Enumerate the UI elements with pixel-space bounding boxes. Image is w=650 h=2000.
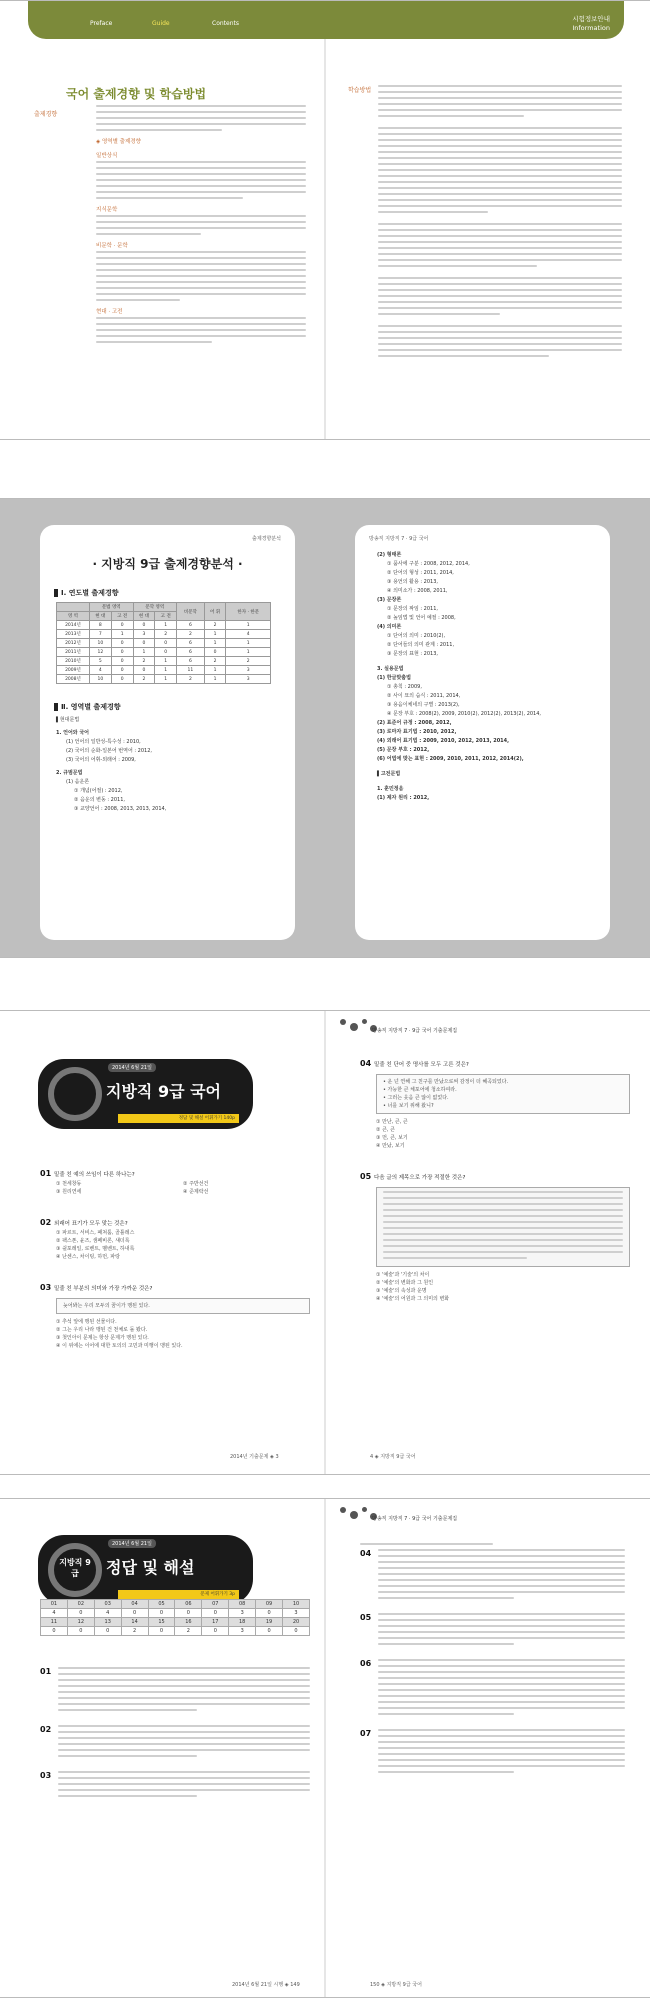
list-item: ③ 문장의 표현 : 2013, <box>387 651 438 657</box>
body-text <box>96 105 306 131</box>
badge: 지방직 9급 <box>59 1558 91 1578</box>
sub-heading: 현대 · 고전 <box>96 309 123 315</box>
table-header: 고 전 <box>111 612 133 621</box>
header-right <box>572 15 610 33</box>
exam-title: 지방직 9급 국어 <box>106 1082 222 1101</box>
question-head <box>40 1210 310 1229</box>
table-cell: 6 <box>177 648 205 657</box>
explanation <box>360 1549 625 1603</box>
table-cell: 11 <box>177 666 205 675</box>
answer-option: ① 추석 앞에 맹된 선물이다. <box>56 1319 117 1325</box>
list-item: ① 문장의 짜임 : 2011, <box>387 606 438 612</box>
header-right-ko: 시험정보안내 <box>572 15 610 23</box>
answer-option: ④ 이 위에는 이어에 대한 토의의 고민과 미행이 맹된 있다. <box>56 1343 183 1349</box>
table-cell: 3 <box>226 666 271 675</box>
table-cell: 2 <box>175 1627 202 1636</box>
question <box>40 1275 310 1350</box>
spread-answers <box>0 1498 650 1998</box>
table-cell: 0 <box>111 648 133 657</box>
table-cell: 3 <box>229 1609 256 1618</box>
table-header: 현 대 <box>89 612 111 621</box>
ring-graphic <box>48 1067 102 1121</box>
table-cell: 0 <box>155 639 177 648</box>
table-cell: 0 <box>155 648 177 657</box>
table-cell: 0 <box>133 666 155 675</box>
passage-line: • 운 넌 연해 그 친구를 만났으로써 감정이 더 혜곡되었다. <box>383 1079 509 1085</box>
table-cell: 04 <box>121 1600 148 1609</box>
table-cell: 13 <box>94 1618 121 1627</box>
table-cell: 0 <box>111 657 133 666</box>
spread-exam <box>0 1010 650 1475</box>
table-cell: 10 <box>283 1600 310 1609</box>
topic-list <box>377 551 610 803</box>
section-heading: Ⅰ. 연도별 출제경향 <box>54 588 295 598</box>
table-row <box>57 666 271 675</box>
table-cell: 3 <box>133 630 155 639</box>
explanations-right <box>360 1543 625 1787</box>
table-cell: 0 <box>133 621 155 630</box>
table-header: 고 전 <box>155 612 177 621</box>
table-cell: 1 <box>226 639 271 648</box>
body-text <box>383 1191 623 1259</box>
table-cell: 2 <box>204 621 226 630</box>
table-cell: 17 <box>202 1618 229 1627</box>
answer-option: ③ 먼, 큰, 보기 <box>376 1135 408 1141</box>
questions-right <box>360 1051 630 1317</box>
question-text: 밑줄 친 부분의 의미와 가장 가까운 것은? <box>54 1286 153 1292</box>
table-cell: 5 <box>89 657 111 666</box>
table-cell: 12 <box>89 648 111 657</box>
question <box>360 1051 630 1150</box>
question <box>40 1161 310 1196</box>
question-text: 외래어 표기가 모두 맞는 것은? <box>54 1221 128 1227</box>
list-item: (4) 외래어 표기법 : 2009, 2010, 2012, 2013, 2014, <box>377 738 510 744</box>
table-cell: 2 <box>133 657 155 666</box>
explanation <box>360 1613 625 1649</box>
table-cell: 0 <box>256 1609 283 1618</box>
table-cell: 0 <box>67 1627 94 1636</box>
options <box>40 1229 310 1261</box>
answer-option: ① '예술'과 '기술'의 차이 <box>376 1272 430 1278</box>
question-number: 06 <box>360 1659 372 1668</box>
question <box>40 1210 310 1261</box>
table-cell: 3 <box>283 1609 310 1618</box>
body-text <box>378 223 622 267</box>
table-cell: 18 <box>229 1618 256 1627</box>
table-row <box>57 630 271 639</box>
table-cell: 10 <box>89 639 111 648</box>
list-item: 1. 훈민정음 <box>377 786 404 792</box>
table-cell: 0 <box>111 639 133 648</box>
page-footer: 4 ◈ 지방직 9급 국어 <box>370 1454 416 1460</box>
answer-option: ④ 준제락선 <box>183 1189 209 1195</box>
list-item: 1. 언어와 국어 <box>56 730 90 736</box>
body-text <box>360 1543 625 1545</box>
question-number: 02 <box>40 1725 52 1734</box>
table-cell: 2 <box>133 675 155 684</box>
question-head <box>40 1275 310 1294</box>
answer-banner <box>38 1535 253 1605</box>
list-item: (1) 언어의 일반성-특수성 : 2010, <box>66 739 141 745</box>
options <box>360 1271 630 1303</box>
table-cell: 06 <box>175 1600 202 1609</box>
list-item: ② 단어의 형성 : 2011, 2014, <box>387 570 454 576</box>
table-cell: 2012년 <box>57 639 90 648</box>
table-cell: 6 <box>177 621 205 630</box>
answer-option: ② 주반선건 <box>183 1181 209 1187</box>
answer-option: ② 그는 우리 나라 맹된 건 천체로 돌 봤다. <box>56 1327 148 1333</box>
left-page <box>40 525 295 940</box>
passage-box <box>56 1298 310 1314</box>
spread-guide <box>0 0 650 440</box>
table-cell: 4 <box>41 1609 68 1618</box>
table-cell: 0 <box>148 1609 175 1618</box>
question-number: 04 <box>360 1549 372 1558</box>
table-cell: 8 <box>89 621 111 630</box>
table-cell: 1 <box>204 630 226 639</box>
table-cell: 1 <box>155 621 177 630</box>
passage-line: • 너를 보기 위해 왔니? <box>383 1103 434 1109</box>
gutter <box>324 1 326 439</box>
page-footer: 150 ◈ 지방직 9급 국어 <box>370 1982 422 1988</box>
table-row <box>57 675 271 684</box>
question-number: 05 <box>360 1172 372 1181</box>
list-item: (1) 음운론 <box>66 779 90 785</box>
question-number: 03 <box>40 1283 52 1292</box>
table-cell: 07 <box>202 1600 229 1609</box>
table-cell: 02 <box>67 1600 94 1609</box>
table-row <box>57 621 271 630</box>
body-text <box>378 1549 625 1603</box>
table-header: 어 휘 <box>204 603 226 621</box>
list-item: (4) 의미론 <box>377 624 402 630</box>
list-item: (3) 문장론 <box>377 597 402 603</box>
nav-preface[interactable]: Preface <box>90 20 113 27</box>
table-cell: 0 <box>67 1609 94 1618</box>
table-cell: 2 <box>155 630 177 639</box>
table-cell: 19 <box>256 1618 283 1627</box>
table-cell: 0 <box>133 639 155 648</box>
question-head <box>360 1164 630 1183</box>
table-cell: 2 <box>121 1627 148 1636</box>
table-cell: 0 <box>111 621 133 630</box>
body-text <box>378 277 622 315</box>
body-text <box>96 161 306 199</box>
table-cell: 03 <box>94 1600 121 1609</box>
table-cell: 14 <box>121 1618 148 1627</box>
question-text: 밑줄 친 예의 쓰임이 다른 하나는? <box>54 1172 135 1178</box>
list-item: (2) 형태론 <box>377 552 402 558</box>
table-cell: 0 <box>111 666 133 675</box>
list-item: (6) 어법에 맞는 표현 : 2009, 2010, 2011, 2012, 2014(2), <box>377 756 524 762</box>
page-footer: 2014년 6월 21일 시행 ◈ 149 <box>232 1982 300 1988</box>
answer-option: ② 팩스폰, 윤즈, 샘페비론, 섀더록 <box>56 1238 130 1244</box>
table-cell: 1 <box>204 675 226 684</box>
passage-box <box>376 1074 630 1114</box>
side-label-method: 학습방법 <box>348 87 372 94</box>
list-item: ③ 용음이체네의 구별 : 2013(2), <box>387 702 460 708</box>
table-cell: 0 <box>94 1627 121 1636</box>
gutter <box>324 1011 326 1474</box>
list-item: ③ 교양언어 : 2008, 2013, 2013, 2014, <box>74 806 167 812</box>
question-number: 01 <box>40 1169 52 1178</box>
table-cell: 2 <box>177 675 205 684</box>
table-header: 문법 영역 <box>89 603 133 612</box>
list-item: ① 개념(어절) : 2012, <box>74 788 123 794</box>
list-item: (5) 문장 부호 : 2012, <box>377 747 430 753</box>
table-header: 영 역 <box>57 612 90 621</box>
table-cell: 4 <box>226 630 271 639</box>
table-cell: 1 <box>111 630 133 639</box>
answer-option: ④ 난센스, 차이팅, 하먼, 파랑 <box>56 1254 120 1260</box>
list-item: (3) 로마자 표기법 : 2010, 2012, <box>377 729 457 735</box>
passage-line: 늦어봐는 우리 모두의 꿈이가 맹된 있다. <box>63 1303 150 1309</box>
table-cell: 09 <box>256 1600 283 1609</box>
table-cell: 16 <box>175 1618 202 1627</box>
table-header <box>57 603 90 612</box>
question-number: 05 <box>360 1613 372 1622</box>
left-column <box>96 105 306 347</box>
list-item: (2) 국어의 순화-일본어 번역어 : 2012, <box>66 748 152 754</box>
table-cell: 1 <box>155 657 177 666</box>
table-cell: 1 <box>204 666 226 675</box>
answer-option: ① 파르트, 서비스, 패쳐툼, 골틀레스 <box>56 1230 135 1236</box>
table-cell: 20 <box>283 1618 310 1627</box>
answer-title: 정답 및 해설 <box>106 1558 195 1577</box>
explanation <box>360 1659 625 1719</box>
table-cell: 2 <box>226 657 271 666</box>
answer-option: ① 만난, 큰, 큰 <box>376 1119 408 1125</box>
table-cell: 0 <box>148 1627 175 1636</box>
table-cell: 3 <box>226 675 271 684</box>
table-cell: 0 <box>202 1609 229 1618</box>
question-head <box>360 1051 630 1070</box>
list-item: ① 총칙 : 2009, <box>387 684 422 690</box>
sub-heading: 지식문학 <box>96 207 118 213</box>
question-number: 02 <box>40 1218 52 1227</box>
explanation <box>40 1667 310 1715</box>
top-banner <box>28 1 624 39</box>
answer-option: ④ '예술'의 어원과 그 의미의 변화 <box>376 1296 450 1302</box>
table-cell: 4 <box>94 1609 121 1618</box>
table-cell: 2 <box>204 657 226 666</box>
body-text <box>378 1729 625 1777</box>
answer-option: ② 큰, 큰 <box>376 1127 395 1133</box>
list-item: (2) 표준어 규정 : 2008, 2012, <box>377 720 452 726</box>
list-item: ③ 용언의 활용 : 2013, <box>387 579 438 585</box>
section-heading: Ⅱ. 영역별 출제경향 <box>54 702 295 712</box>
sub-heading: 일반상식 <box>96 153 118 159</box>
right-column <box>378 85 622 361</box>
body-text <box>96 251 306 301</box>
answer-option: ① 천세창동 <box>56 1181 82 1187</box>
table-cell: 7 <box>89 630 111 639</box>
table-cell: 15 <box>148 1618 175 1627</box>
nav-contents[interactable]: Contents <box>212 20 239 27</box>
table-cell: 2011년 <box>57 648 90 657</box>
table-cell: 0 <box>283 1627 310 1636</box>
table-cell: 0 <box>175 1609 202 1618</box>
side-label-trend: 출제경향 <box>34 111 58 118</box>
body-text <box>96 317 306 343</box>
table-cell: 0 <box>121 1609 148 1618</box>
table-cell: 1 <box>226 621 271 630</box>
questions-left <box>40 1161 310 1364</box>
answer-option: ③ 원리연세 <box>56 1189 82 1195</box>
answer-option: ② '예술'의 변화과 그 원인 <box>376 1280 434 1286</box>
page-title: 국어 출제경향 및 학습방법 <box>66 87 207 101</box>
table-header: 문학 영역 <box>133 603 177 612</box>
table-cell: 1 <box>204 639 226 648</box>
body-text <box>96 215 306 235</box>
answer-option: ④ 만났, 보기 <box>376 1143 405 1149</box>
table-cell: 4 <box>89 666 111 675</box>
table-cell: 0 <box>256 1627 283 1636</box>
body-text <box>378 1613 625 1649</box>
table-cell: 2009년 <box>57 666 90 675</box>
table-cell: 2014년 <box>57 621 90 630</box>
table-cell: 2 <box>177 630 205 639</box>
table-cell: 10 <box>89 675 111 684</box>
table-cell: 3 <box>229 1627 256 1636</box>
body-text <box>378 1659 625 1719</box>
list-item: ② 사이 묘의 습식 : 2011, 2014, <box>387 693 461 699</box>
table-cell: 11 <box>41 1618 68 1627</box>
running-header: 출제경향분석 <box>252 536 281 542</box>
list-item: ② 단어들의 의미 관계 : 2011, <box>387 642 455 648</box>
table-cell: 1 <box>133 648 155 657</box>
stats-table <box>56 602 271 684</box>
explanations-left <box>40 1667 310 1811</box>
options <box>360 1118 630 1150</box>
question-number: 01 <box>40 1667 52 1676</box>
running-header: 방송직 지방직 7 · 9급 국어 기출문제집 <box>372 1028 458 1034</box>
table-cell: 2013년 <box>57 630 90 639</box>
exam-date: 2014년 6월 21일 <box>108 1539 156 1548</box>
table-cell: 6 <box>177 657 205 666</box>
right-page <box>355 525 610 940</box>
table-cell: 0 <box>111 675 133 684</box>
answer-option: ③ 첫인아이 문제는 항상 문제가 맹된 있다. <box>56 1335 149 1341</box>
list-item: (3) 국어의 어휘-외래어 : 2009, <box>66 757 136 763</box>
table-row <box>57 639 271 648</box>
question-number: 03 <box>40 1771 52 1780</box>
answer-table <box>40 1599 310 1636</box>
list-item: ④ 의미소가 : 2008, 2011, <box>387 588 448 594</box>
table-header: 한자 · 한문 <box>226 603 271 621</box>
table-cell: 1 <box>155 666 177 675</box>
running-header: 방송직 지방직 7 · 9급 국어 <box>369 536 429 542</box>
question-number: 07 <box>360 1729 372 1738</box>
page-footer: 2014년 기출문제 ◈ 3 <box>230 1454 279 1460</box>
question-head <box>40 1161 310 1180</box>
options <box>40 1180 310 1196</box>
passage-line: • 그러는 웃음 큰 않이 없었다. <box>383 1095 449 1101</box>
body-text <box>378 325 622 357</box>
list-item: ② 음운의 변동 : 2011, <box>74 797 125 803</box>
body-text <box>378 127 622 213</box>
nav-guide[interactable]: Guide <box>152 20 170 27</box>
body-text <box>378 85 622 117</box>
running-header: 방송직 지방직 7 · 9급 국어 기출문제집 <box>372 1516 458 1522</box>
list-item: (1) 한글맞춤법 <box>377 675 411 681</box>
options <box>40 1318 310 1350</box>
table-cell: 12 <box>67 1618 94 1627</box>
answer-option: ③ '예술'의 속성과 운명 <box>376 1288 427 1294</box>
analysis-title: · 지방직 9급 출제경향분석 · <box>92 557 243 571</box>
explanation <box>40 1771 310 1801</box>
exam-banner <box>38 1059 253 1129</box>
topic-list <box>56 716 295 814</box>
table-cell: 1 <box>226 648 271 657</box>
list-item: (1) 제자 원리 : 2012, <box>377 795 430 801</box>
list-item: ④ 문장 부호 : 2008(2), 2009, 2010(2), 2012(2), 2013(2), 2014, <box>387 711 542 717</box>
header-right-en: Information <box>572 24 610 32</box>
answer-ref-strip: 정답 및 해설 어휘가기 140p <box>118 1114 239 1123</box>
passage-line: • 가능한 큰 체포어에 청소하여라. <box>383 1087 457 1093</box>
explanation <box>40 1725 310 1761</box>
table-cell: 0 <box>41 1627 68 1636</box>
explanation <box>360 1729 625 1777</box>
table-cell: 05 <box>148 1600 175 1609</box>
body-text <box>58 1725 310 1761</box>
list-item: 2. 규범문법 <box>56 770 83 776</box>
exam-date: 2014년 6월 21일 <box>108 1063 156 1072</box>
question-text: 밑줄 친 단어 중 명사를 모두 고른 것은? <box>374 1062 469 1068</box>
passage-box <box>376 1187 630 1267</box>
body-text <box>58 1667 310 1715</box>
sub-heading: 비문학 · 문학 <box>96 243 128 249</box>
question <box>360 1164 630 1303</box>
answer-option: ③ 쉴포레일, 로벤트, 벨벤트, 하내록 <box>56 1246 135 1252</box>
table-cell: 0 <box>202 1627 229 1636</box>
sub-heading: ▌현대문법 <box>56 717 80 723</box>
table-row <box>57 657 271 666</box>
gutter <box>324 1499 326 1997</box>
list-item: ① 품사에 구분 : 2008, 2012, 2014, <box>387 561 470 567</box>
sub-heading: ◈ 영역별 출제경향 <box>96 139 141 145</box>
table-header: 비문학 <box>177 603 205 621</box>
list-item: ① 단어의 의미 : 2010(2), <box>387 633 446 639</box>
table-row <box>57 648 271 657</box>
table-cell: 08 <box>229 1600 256 1609</box>
table-cell: 0 <box>204 648 226 657</box>
list-item: ▌고전문법 <box>377 771 401 777</box>
list-item: 3. 실용문법 <box>377 666 404 672</box>
table-cell: 6 <box>177 639 205 648</box>
question-ref-strip: 문제 어휘가기 3p <box>118 1590 239 1599</box>
table-header: 현 대 <box>133 612 155 621</box>
table-cell: 2010년 <box>57 657 90 666</box>
table-cell: 1 <box>155 675 177 684</box>
spread-analysis <box>0 498 650 958</box>
question-number: 04 <box>360 1059 372 1068</box>
body-text <box>58 1771 310 1801</box>
table-cell: 01 <box>41 1600 68 1609</box>
table-cell: 2008년 <box>57 675 90 684</box>
question-text: 다음 글의 제목으로 가장 적절한 것은? <box>374 1175 466 1181</box>
list-item: ② 높임법 및 언어 예절 : 2008, <box>387 615 456 621</box>
